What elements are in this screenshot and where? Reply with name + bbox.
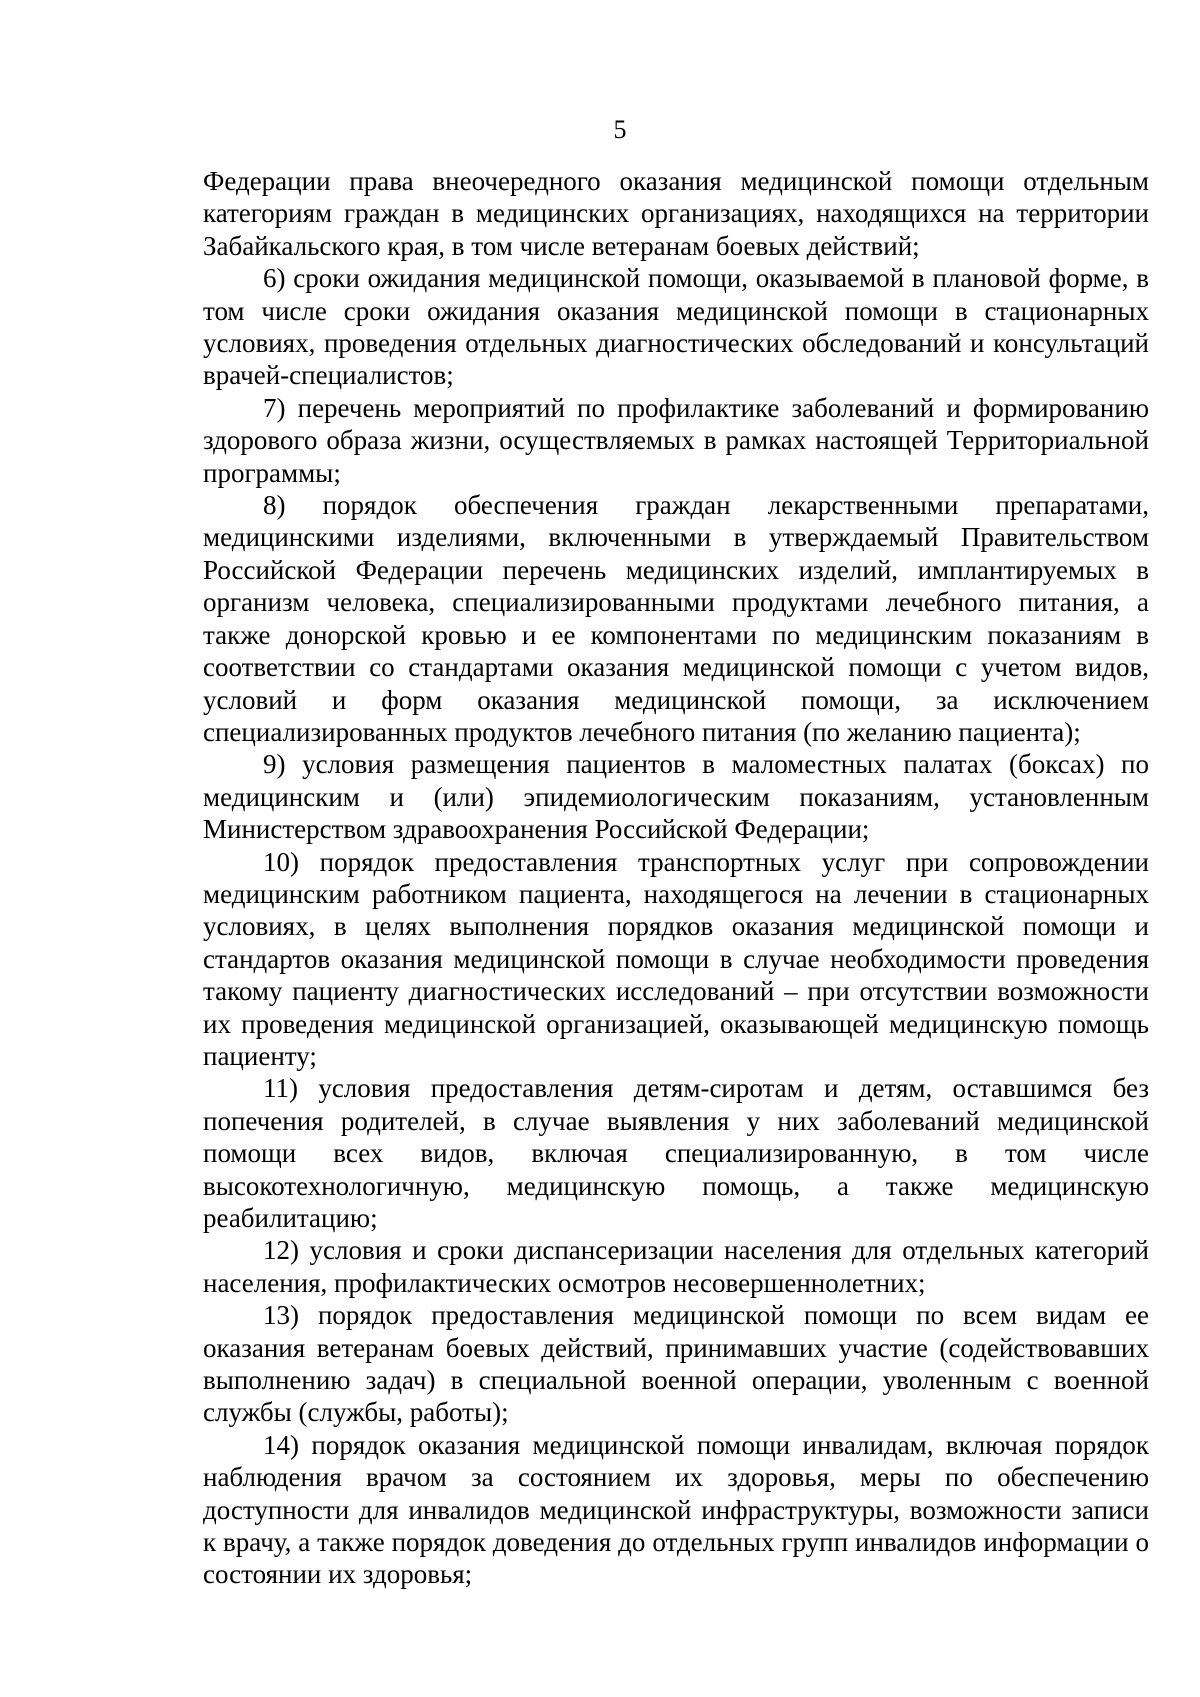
paragraph-item-12: 12) условия и сроки диспансеризации населения для отдельных категорий населения, профилактических осмотров несовершеннолетних;: [203, 1235, 1149, 1298]
document-body: [203, 165, 1149, 1591]
paragraph-item-7: 7) перечень мероприятий по профилактике заболеваний и формированию здорового образа жизни, осуществляемых в рамках настоящей Территориальной программы;: [203, 392, 1149, 488]
paragraph-item-14: 14) порядок оказания медицинской помощи инвалидам, включая порядок наблюдения врачом за состоянием их здоровья, меры по обеспечению доступности для инвалидов медицинской инфраструктуры, возможности записи к врачу, а также порядок доведения до отдельных групп инвалидов информации о состоянии их здоровья;: [203, 1429, 1149, 1590]
paragraph-item-11: 11) условия предоставления детям-сиротам и детям, оставшимся без попечения родителей, в случае выявления у них заболеваний медицинской помощи всех видов, включая специализированную, в том числе высокотехнологичную, медицинскую помощь, а также медицинскую реабилитацию;: [203, 1073, 1149, 1233]
paragraph-item-9: 9) условия размещения пациентов в маломестных палатах (боксах) по медицинским и (или) эпидемиологическим показаниям, установленным Министерством здравоохранения Российской Федерации;: [203, 749, 1149, 845]
paragraph-item-6: 6) сроки ожидания медицинской помощи, оказываемой в плановой форме, в том числе сроки ожидания оказания медицинской помощи в стационарных условиях, проведения отдельных диагностических обследований и консультаций врачей-специалистов;: [203, 263, 1149, 391]
page-number: 5: [613, 115, 627, 144]
paragraph-item-10: 10) порядок предоставления транспортных услуг при сопровождении медицинским работником пациента, находящегося на лечении в стационарных условиях, в целях выполнения порядков оказания медицинской помощи и стандартов оказания медицинской помощи в случае необходимости проведения такому пациенту диагностических исследований – при отсутствии возможности их проведения медицинской организацией, оказывающей медицинскую помощь пациенту;: [203, 846, 1149, 1071]
paragraph-item-8: 8) порядок обеспечения граждан лекарственными препаратами, медицинскими изделиями, включенными в утверждаемый Правительством Российской Федерации перечень медицинских изделий, имплантируемых в организм человека, специализированными продуктами лечебного питания, а также донорской кровью и ее компонентами по медицинским показаниям в соответствии со стандартами оказания медицинской помощи с учетом видов, условий и форм оказания медицинской помощи, за исключением специализированных продуктов лечебного питания (по желанию пациента);: [203, 490, 1149, 747]
paragraph: Федерации права внеочередного оказания медицинской помощи отдельным категориям граждан в медицинских организациях, находящихся на территории Забайкальского края, в том числе ветеранам боевых действий;: [203, 166, 1149, 261]
paragraph-item-13: 13) порядок предоставления медицинской помощи по всем видам ее оказания ветеранам боевых действий, принимавших участие (содействовавших выполнению задач) в специальной военной операции, уволенным с военной службы (службы, работы);: [203, 1300, 1149, 1428]
